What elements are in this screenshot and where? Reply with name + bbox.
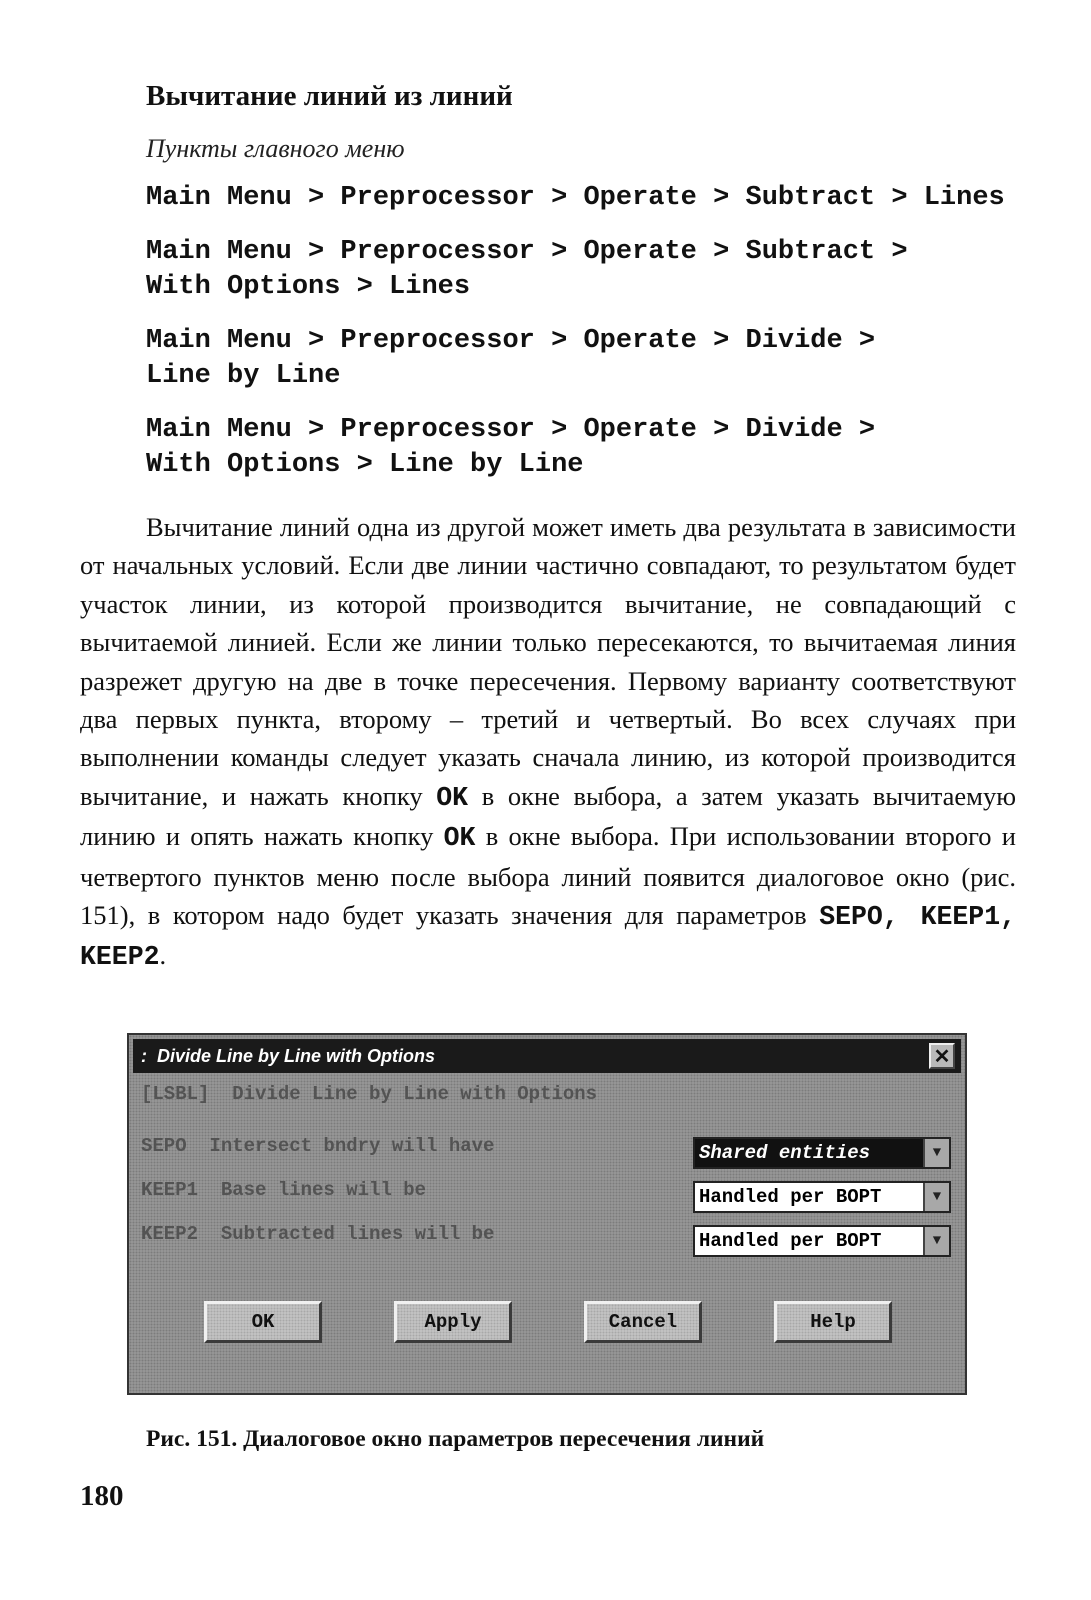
- keep1-select[interactable]: [693, 1181, 951, 1213]
- window-menu-icon[interactable]: :: [141, 1046, 147, 1066]
- dialog-titlebar[interactable]: [133, 1039, 961, 1073]
- sepo-select[interactable]: [693, 1137, 951, 1169]
- menu-path-4: Main Menu > Preprocessor > Operate > Divide > With Options > Line by Line: [146, 415, 876, 480]
- menu-path-1: Main Menu > Preprocessor > Operate > Subtract > Lines: [146, 183, 1005, 213]
- keep2-value: Handled per BOPT: [699, 1230, 882, 1252]
- paragraph-text-1: Вычитание линий одна из другой может иметь два результата в зависимости от начальных условий. Если две линии частично совпадают, то результатом будет участок линии, из которой производится вычитание, не совпадающий с вычитаемой линией. Если же линии только пересекаются, то вычитаемая линия разрежет другую на две в точке пересечения. Первому варианту соответствуют два первых пункта, второму – третий и четвертый. Во всех случаях при выполнении команды следует указать сначала линию, из которой производится вычитание, и нажать кнопку: [80, 512, 1016, 811]
- menu-path-2: Main Menu > Preprocessor > Operate > Subtract > With Options > Lines: [146, 237, 908, 302]
- keep1-value: Handled per BOPT: [699, 1186, 882, 1208]
- paragraph-text-2: в окне выбора, а затем указать вычитаемую линию и опять нажать кнопку: [80, 780, 1016, 852]
- sepo-value: Shared entities: [699, 1142, 871, 1164]
- dialog-header-text: [LSBL] Divide Line by Line with Options: [141, 1083, 598, 1105]
- figure-caption: Рис. 151. Диалоговое окно параметров пересечения линий: [146, 1426, 765, 1452]
- dialog-title: Divide Line by Line with Options: [157, 1046, 436, 1066]
- menu-caption: Пункты главного меню: [146, 134, 405, 163]
- keep1-label: KEEP1 Base lines will be: [141, 1179, 427, 1201]
- dialog-window: [127, 1033, 967, 1395]
- apply-button[interactable]: Apply: [394, 1301, 512, 1343]
- page-number: 180: [80, 1480, 124, 1512]
- ok-button[interactable]: OK: [204, 1301, 322, 1343]
- dropdown-arrow-icon[interactable]: ▼: [923, 1183, 949, 1211]
- section-title: Вычитание линий из линий: [146, 80, 513, 112]
- menu-path-3: Main Menu > Preprocessor > Operate > Divide > Line by Line: [146, 326, 876, 391]
- ok-term: OK: [443, 823, 476, 854]
- keep2-label: KEEP2 Subtracted lines will be: [141, 1223, 495, 1245]
- ok-term: OK: [436, 782, 469, 813]
- sepo-label: SEPO Intersect bndry will have: [141, 1135, 495, 1157]
- body-paragraph: [80, 508, 1016, 977]
- close-icon[interactable]: ✕: [929, 1043, 955, 1069]
- help-button[interactable]: Help: [774, 1301, 892, 1343]
- paragraph-text-3: в окне выбора. При использовании второго и четвертого пунктов меню после выбора линий появится диалоговое окно (рис. 151), в котором надо будет указать значения для параметров: [80, 821, 1016, 931]
- dropdown-arrow-icon[interactable]: ▼: [923, 1227, 949, 1255]
- keep2-select[interactable]: [693, 1225, 951, 1257]
- paragraph-end: .: [159, 940, 167, 971]
- parameter-list: SEPO, KEEP1, KEEP2: [80, 902, 1016, 973]
- cancel-button[interactable]: Cancel: [584, 1301, 702, 1343]
- dropdown-arrow-icon[interactable]: ▼: [923, 1139, 949, 1167]
